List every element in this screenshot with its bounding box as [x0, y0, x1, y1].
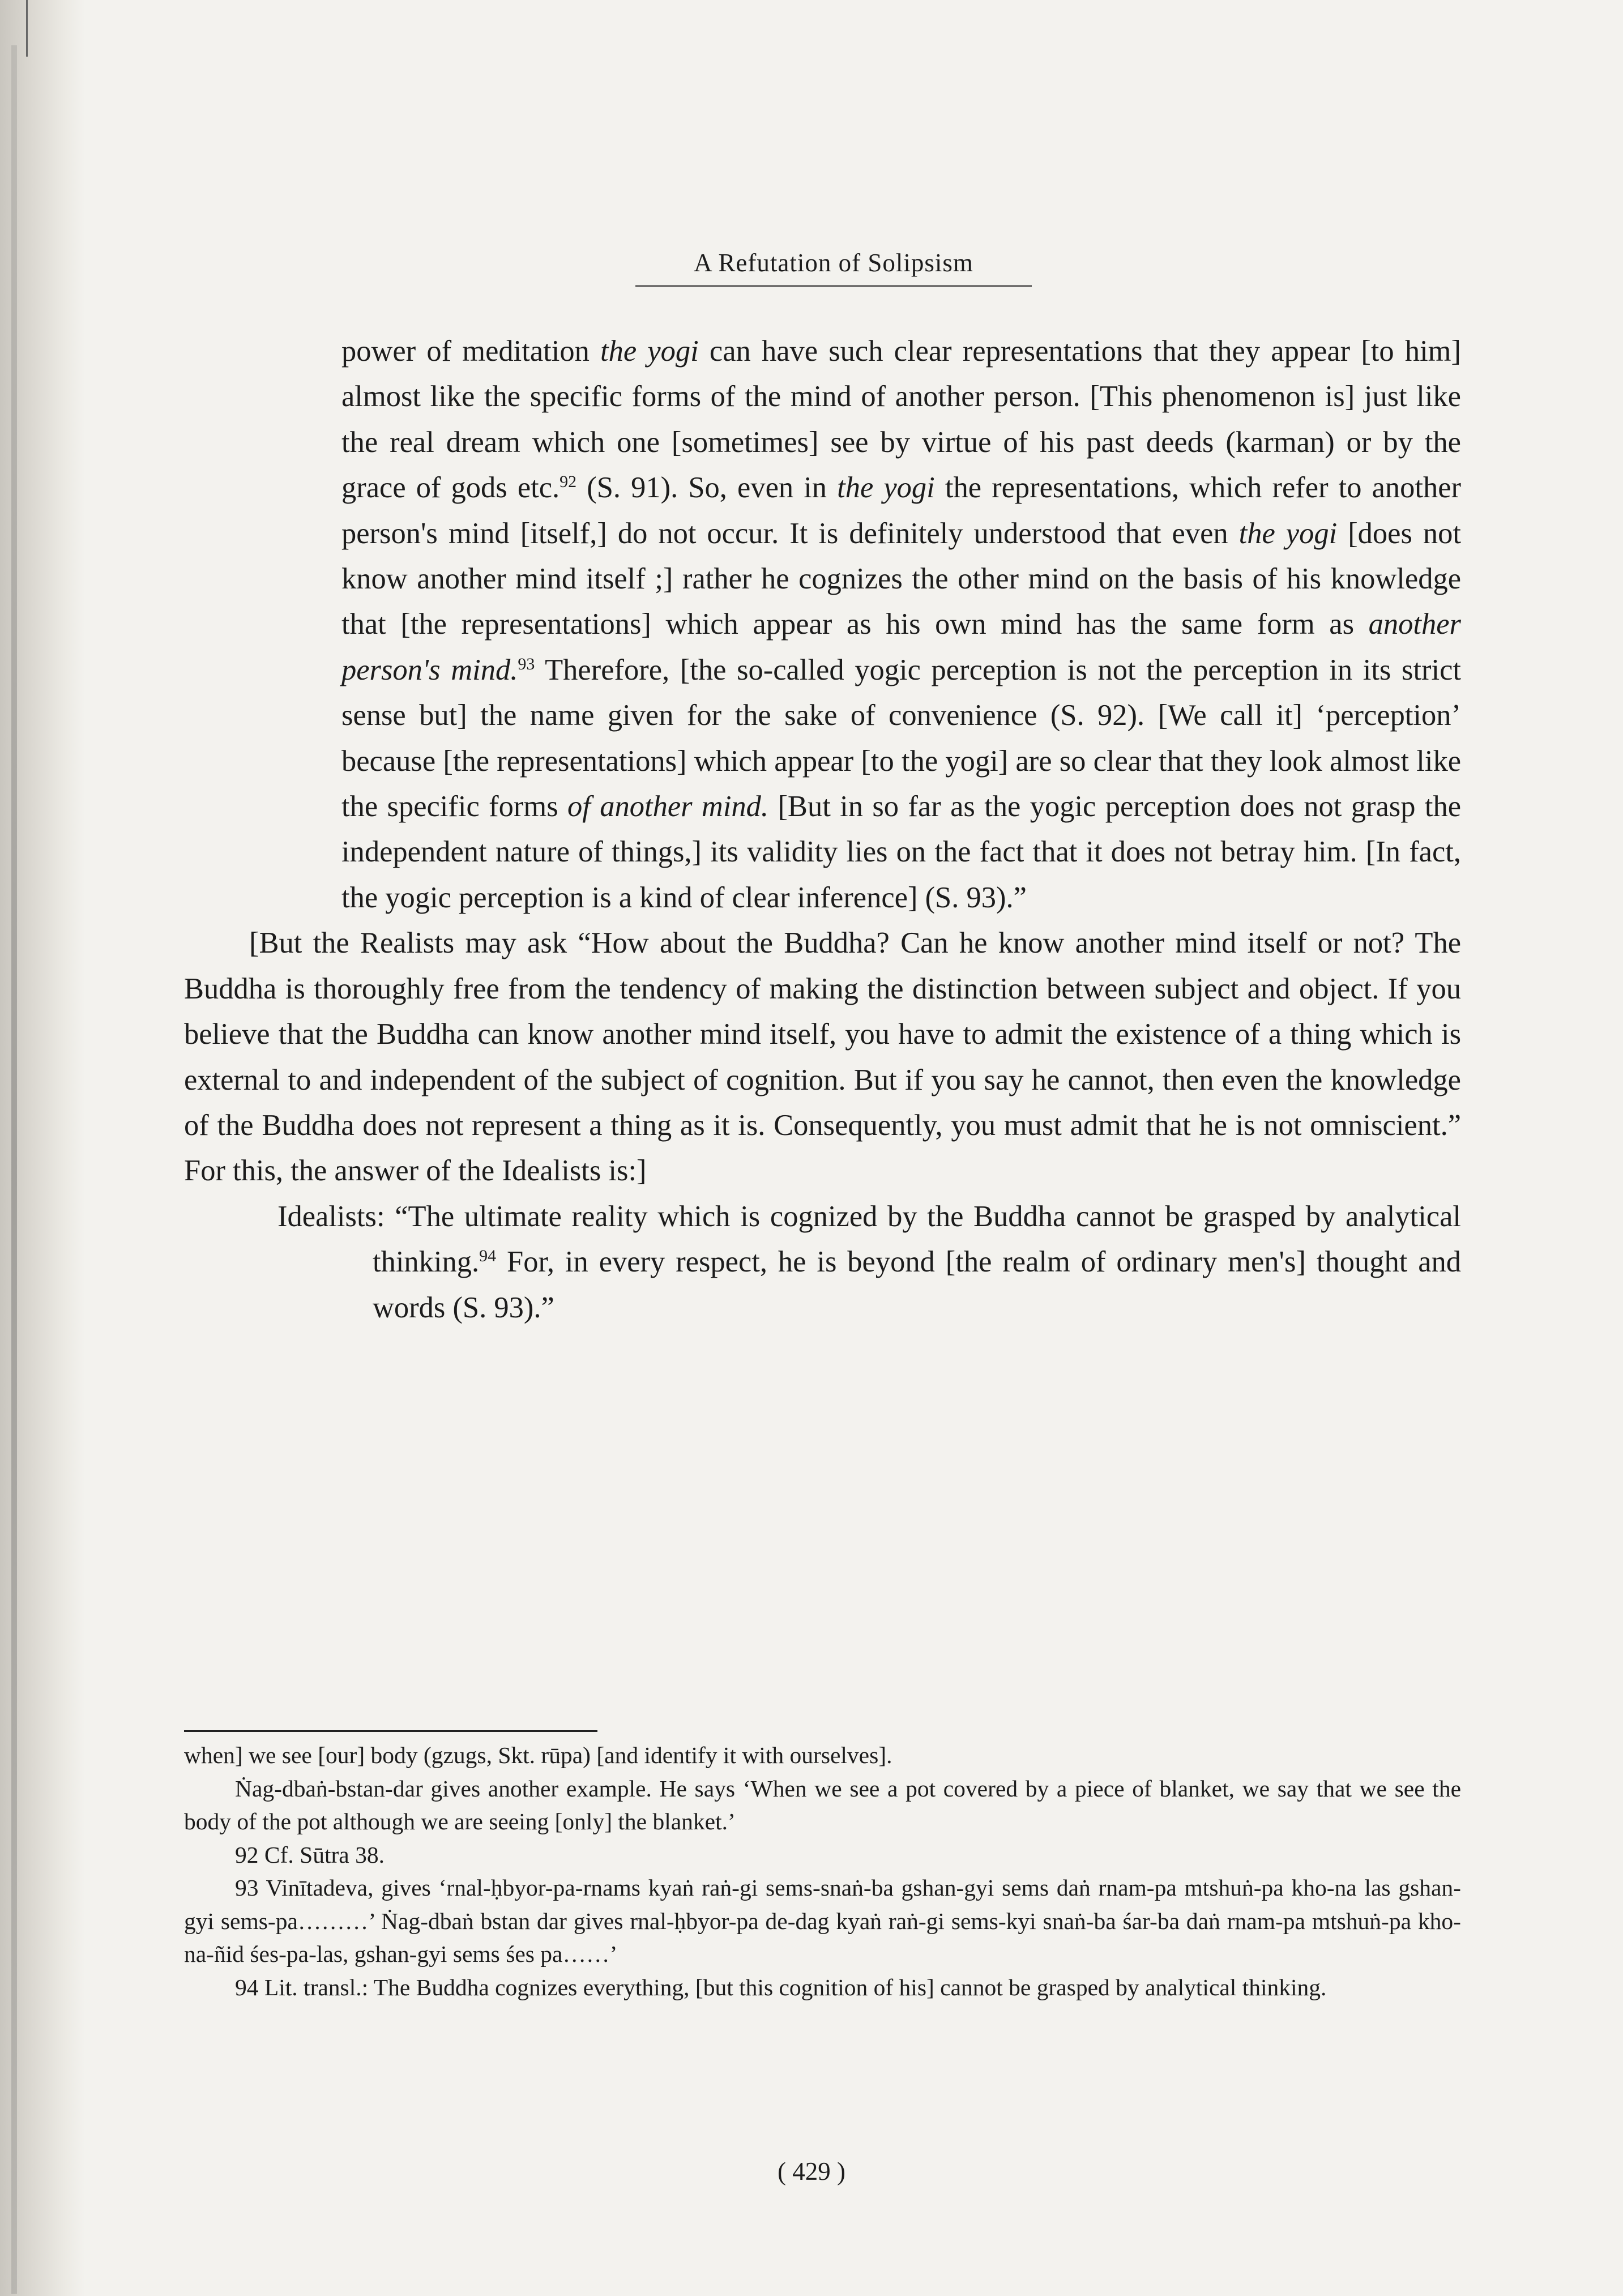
footnote-continuation-example: Ṅag-dbaṅ-bstan-dar gives another example. He says ‘When we see a pot covered by a piece of blanket, we say that we see the body of the pot although we are seeing [only] the blanket.’ — [184, 1775, 1461, 1834]
footnote-ref-93: 93 — [518, 654, 535, 673]
running-head-rule — [635, 285, 1032, 287]
footnote-92: 92 Cf. Sūtra 38. — [235, 1841, 385, 1868]
emphasis: the yogi — [600, 335, 699, 368]
scan-binding-shadow — [11, 45, 17, 2294]
footnote-continuation: when] we see [our] body (gzugs, Skt. rūpa) [and identify it with ourselves]. — [184, 1742, 892, 1768]
text-segment: Therefore, [the so-called yogic perception is not the perception in its strict sense but] the name given for the sake of convenience (S. 92). [We call it] ‘perception’ because [the representations] which appear [to the yogi] are so clear that they look almost like the specific forms — [341, 653, 1461, 823]
emphasis: the yogi — [837, 471, 935, 505]
footnote-ref-92: 92 — [559, 472, 577, 492]
page-number: ( 429 ) — [778, 2157, 845, 2186]
footnote-ref-94: 94 — [479, 1247, 497, 1266]
main-text — [184, 328, 1461, 1330]
text-segment: [But in so far as the yogic perception does not grasp the independent nature of things,] its validity lies on the fact that it does not betray him. [In fact, the yogic perception is a kind of clear inference] (S. 93).” — [341, 790, 1461, 914]
footnotes — [184, 1739, 1461, 2004]
emphasis: another person's mind. — [341, 608, 1461, 686]
text-segment: For, in every respect, he is beyond [the realm of ordinary men's] thought and words (S. 93).” — [373, 1245, 1461, 1324]
paragraph-yogi-quote — [184, 328, 1461, 920]
emphasis: of another mind. — [567, 790, 769, 823]
paragraph-idealists-answer — [184, 1194, 1461, 1330]
text-segment: power of meditation — [341, 335, 601, 368]
paragraph-realists-question: [But the Realists may ask “How about the Buddha? Can he know another mind itself or not? The Buddha is thoroughly free from the tendency of making the distinction between subject and object. If you believe that the Buddha can know another mind itself, you have to admit the existence of a thing which is external to and independent of the subject of cognition. But if you say he cannot, then even the knowledge of the Buddha does not represent a thing as it is. Consequently, you must admit that he is not omniscient.” For this, the answer of the Idealists is:] — [184, 927, 1461, 1188]
running-head: A Refutation of Solipsism — [694, 249, 973, 277]
text-segment: [does not know another mind itself ;] rather he cognizes the other mind on the basis of his knowledge that [the representations] which appear as his own mind has the same form as — [341, 517, 1461, 641]
footnote-rule — [184, 1730, 597, 1732]
text-segment: can have such clear representations that they appear [to him] almost like the specific forms of the mind of another person. [This phenomenon is] just like the real dream which one [sometimes] see by virtue of his past deeds (karman) or by the grace of gods etc. — [341, 335, 1462, 505]
scan-edge-line — [26, 0, 28, 57]
text-segment: Idealists: “The ultimate reality which is cognized by the Buddha cannot be grasped by analytical thinking. — [277, 1200, 1461, 1279]
text-segment: (S. 91). So, even in — [576, 471, 838, 505]
emphasis: the yogi — [1238, 517, 1338, 550]
text-segment: the representations, which refer to another person's mind [itself,] do not occur. It is definitely understood that even — [341, 471, 1461, 550]
footnote-94: 94 Lit. transl.: The Buddha cognizes everything, [but this cognition of his] cannot be grasped by analytical thinking. — [235, 1974, 1327, 2000]
footnote-93: 93 Vinītadeva, gives ‘rnal-ḥbyor-pa-rnams kyaṅ raṅ-gi sems-snaṅ-ba gshan-gyi sems daṅ rnam-pa mtshuṅ-pa kho-na las gshan-gyi sems-pa………’ Ṅag-dbaṅ bstan dar gives rnal-ḥbyor-pa de-dag kyaṅ raṅ-gi sems-kyi snaṅ-ba śar-ba daṅ rnam-pa mtshuṅ-pa kho-na-ñid śes-pa-las, gshan-gyi sems śes pa……’ — [184, 1875, 1461, 1967]
